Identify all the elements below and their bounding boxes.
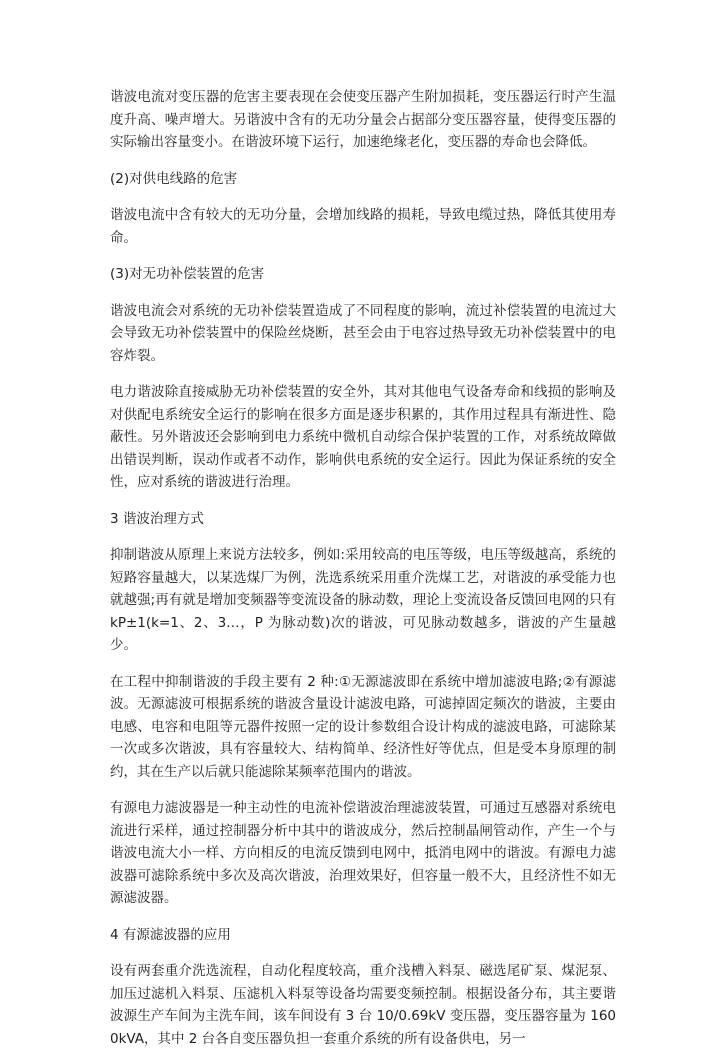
heading-compensation-device-harm: (3)对无功补偿装置的危害 bbox=[110, 266, 265, 282]
document-page bbox=[110, 86, 616, 1064]
heading-active-filter-application: 4 有源滤波器的应用 bbox=[110, 926, 231, 943]
paragraph-transformer-harm: 谐波电流对变压器的危害主要表现在会使变压器产生附加损耗，变压器运行时产生温度升高、噪声增大。另谐波中含有的无功分量会占据部分变压器容量，使得变压器的实际输出容量变小。在谐波环境下运行，加速绝缘老化，变压器的寿命也会降低。 bbox=[110, 89, 616, 150]
paragraph-power-line-harm: 谐波电流中含有较大的无功分量，会增加线路的损耗，导致电缆过热，降低其使用寿命。 bbox=[110, 207, 616, 246]
paragraph-active-filter-description: 有源电力滤波器是一种主动性的电流补偿谐波治理滤波装置，可通过互感器对系统电流进行采样，通过控制器分析中其中的谐波成分，然后控制晶闸管动作，产生一个与谐波电流大小一样、方向相反的电流反馈到电网中，抵消电网中的谐波。有源电力滤波器可滤除系统中多次及高次谐波，治理效果好，但容量一般不大，且经济性不如无源滤波器。 bbox=[110, 800, 616, 906]
heading-harmonic-treatment: 3 谐波治理方式 bbox=[110, 510, 204, 527]
paragraph-power-harmonic-summary: 电力谐波除直接威胁无功补偿装置的安全外，其对其他电气设备寿命和线损的影响及对供配电系统安全运行的影响在很多方面是逐步积累的，其作用过程具有渐进性、隐蔽性。另外谐波还会影响到电力系统中微机自动综合保护装置的工作，对系统故障做出错误判断，误动作或者不动作，影响供电系统的安全运行。因此为保证系统的安全性，应对系统的谐波进行治理。 bbox=[110, 384, 616, 490]
paragraph-compensation-device-harm: 谐波电流会对系统的无功补偿装置造成了不同程度的影响，流过补偿装置的电流过大会导致无功补偿装置中的保险丝烧断，甚至会由于电容过热导致无功补偿装置中的电容炸裂。 bbox=[110, 302, 616, 364]
paragraph-suppression-methods: 在工程中抑制谐波的手段主要有 2 种:①无源滤波即在系统中增加滤波电路;②有源滤波。无源滤波可根据系统的谐波含量设计滤波电路，可滤掉固定频次的谐波，主要由电感、电容和电阻等元器件按照一定的设计参数组合设计构成的滤波电路，可滤除某一次或多次谐波，具有容量较大、结构简单、经济性好等优点，但是受本身原理的制约，其在生产以后就只能滤除某频率范围内的谐波。 bbox=[110, 673, 616, 780]
paragraph-suppression-principle: 抑制谐波从原理上来说方法较多，例如:采用较高的电压等级，电压等级越高，系统的短路容量越大，以某选煤厂为例，洗选系统采用重介洗煤工艺，对谐波的承受能力也就越强;再有就是增加变频器等变流设备的脉动数，理论上变流设备反馈回电网的只有 kP±1(k=1、2、3…，P 为脉动数)次的谐波，可见脉动数越多，谐波的产生量越少。 bbox=[110, 547, 616, 653]
heading-power-line-harm: (2)对供电线路的危害 bbox=[110, 170, 238, 187]
paragraph-active-filter-application: 设有两套重介洗选流程，自动化程度较高，重介浅槽入料泵、磁选尾矿泵、煤泥泵、加压过滤机入料泵、压滤机入料泵等设备均需要变频控制。根据设备分布，其主要谐波源生产车间为主洗车间，该车间设有 3 台 10/0.69kV 变压器，变压器容量为 1600kVA，其中 2 台各自变压器负担一套重介系统的所有设备供电，另一 bbox=[110, 963, 616, 1047]
